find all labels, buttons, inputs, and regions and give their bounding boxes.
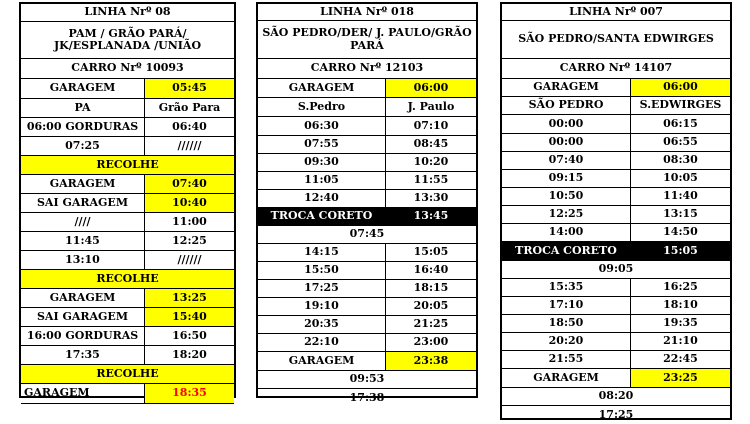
schedule-cell: 07:55	[304, 137, 339, 151]
schedule-cell: 12:25	[548, 207, 584, 221]
schedule-cell: 00:00	[548, 116, 584, 130]
schedule-cell: 15:35	[548, 280, 584, 294]
schedule-cell: 21:55	[548, 352, 584, 366]
schedule-cell: ////	[74, 214, 91, 228]
schedule-full-row: 17:25	[598, 407, 634, 421]
schedule-cell: 11:40	[630, 188, 730, 205]
schedule-cell: 06:30	[304, 118, 339, 132]
schedule-cell: 12:40	[304, 191, 339, 205]
table-row	[502, 369, 730, 388]
schedule-cell: GARAGEM	[49, 81, 116, 95]
schedule-cell: 07:25	[65, 138, 100, 152]
schedule-time-highlight: 18:35	[144, 384, 234, 403]
schedule-cell: 19:10	[304, 299, 339, 313]
table-row	[21, 194, 234, 213]
schedule-cell: 13:30	[385, 190, 476, 207]
schedule-cell: 22:45	[630, 351, 730, 368]
schedule-cell: 11:55	[385, 172, 476, 189]
table-row	[258, 298, 476, 316]
schedule-cell: 20:35	[304, 317, 339, 331]
table-row	[502, 242, 730, 261]
schedule-sheet-linha-08	[19, 2, 236, 398]
route-title: SÃO PEDRO/DER/ J. PAULO/GRÃO PARÁ	[262, 26, 472, 52]
table-row	[502, 279, 730, 297]
schedule-time-highlight: 07:40	[144, 175, 234, 193]
schedule-cell: 06:55	[630, 134, 730, 151]
schedule-cell: 09:15	[548, 171, 584, 185]
schedule-time-highlight: 10:40	[144, 194, 234, 212]
table-row	[258, 334, 476, 352]
schedule-cell: 19:35	[630, 315, 730, 332]
table-row	[502, 206, 730, 224]
schedule-time-highlight: 05:45	[144, 79, 234, 98]
table-row	[258, 371, 476, 389]
schedule-sheet-linha-007	[500, 2, 732, 420]
table-row	[258, 316, 476, 334]
table-row	[21, 346, 234, 365]
table-row	[21, 79, 234, 99]
schedule-cell: 23:00	[385, 334, 476, 351]
table-row	[21, 365, 234, 384]
route-title: SÃO PEDRO/SANTA EDWIRGES	[518, 32, 714, 46]
table-row	[502, 97, 730, 115]
route-title: PAM / GRÃO PARÁ/ JK/ESPLANADA /UNIÃO	[53, 26, 202, 52]
schedule-cell: 06:00 GORDURAS	[26, 119, 139, 133]
table-row	[21, 308, 234, 327]
schedule-cell: SAI GARAGEM	[36, 309, 128, 323]
schedule-full-row: 07:45	[349, 227, 385, 241]
schedule-cell: 18:50	[548, 316, 584, 330]
table-row	[502, 315, 730, 333]
schedule-cell: 06:15	[630, 115, 730, 133]
schedule-cell: 17:25	[304, 281, 339, 295]
schedule-cell: 14:00	[548, 225, 584, 239]
table-row	[258, 190, 476, 208]
schedule-cell: GARAGEM	[288, 353, 355, 367]
schedule-time-highlight: 06:00	[385, 79, 476, 97]
car-number: CARRO Nrº 14107	[559, 61, 673, 75]
table-row	[21, 289, 234, 308]
schedule-cell: GARAGEM	[49, 290, 116, 304]
table-row	[21, 327, 234, 346]
column-header: PA	[74, 100, 91, 114]
table-row	[502, 134, 730, 152]
recolhe-banner: RECOLHE	[21, 365, 234, 383]
schedule-cell: 21:25	[385, 316, 476, 333]
table-row	[502, 224, 730, 242]
table-row	[258, 79, 476, 98]
troca-coreto-label: TROCA CORETO	[258, 208, 385, 225]
schedule-cell: 11:05	[304, 173, 339, 187]
schedule-cell: GARAGEM	[49, 176, 116, 190]
car-number: CARRO Nrº 12103	[310, 61, 424, 75]
schedule-time-highlight: 23:38	[385, 352, 476, 370]
table-row	[258, 136, 476, 154]
table-row	[502, 170, 730, 188]
schedule-cell: 18:10	[630, 297, 730, 314]
schedule-time-highlight: 23:25	[630, 369, 730, 387]
schedule-cell: 14:15	[304, 245, 339, 259]
table-row	[21, 232, 234, 251]
schedule-full-row: 09:53	[349, 372, 385, 386]
table-row	[502, 406, 730, 424]
table-row	[21, 175, 234, 194]
table-row	[502, 152, 730, 170]
table-row	[21, 137, 234, 156]
schedule-cell: 15:05	[385, 244, 476, 261]
schedule-sheet-linha-018	[256, 2, 478, 404]
schedule-cell: 10:05	[630, 170, 730, 187]
table-row	[258, 389, 476, 407]
table-row	[21, 270, 234, 289]
schedule-cell: SAI GARAGEM	[36, 195, 128, 209]
troca-coreto-time: 13:45	[385, 208, 476, 225]
schedule-cell: 09:30	[304, 155, 339, 169]
schedule-cell: //////	[144, 137, 234, 155]
schedule-cell: GARAGEM	[533, 370, 599, 384]
table-row	[21, 251, 234, 270]
schedule-full-row: 08:20	[598, 389, 634, 403]
table-row	[258, 172, 476, 190]
schedule-cell: 16:00 GORDURAS	[26, 328, 139, 342]
table-row	[258, 154, 476, 172]
table-row	[21, 99, 234, 118]
column-header: J. Paulo	[385, 98, 476, 116]
column-header: SÃO PEDRO	[528, 98, 604, 112]
schedule-cell: 20:05	[385, 298, 476, 315]
table-row	[258, 244, 476, 262]
recolhe-banner: RECOLHE	[21, 270, 234, 288]
schedule-full-row: 09:05	[598, 262, 634, 276]
troca-coreto-time: 15:05	[630, 242, 730, 260]
table-row	[21, 384, 234, 404]
table-row	[21, 213, 234, 232]
schedule-cell: GARAGEM	[288, 80, 355, 94]
schedule-cell: 11:00	[144, 213, 234, 231]
column-header: S.EDWIRGES	[630, 97, 730, 114]
schedule-cell: 12:25	[144, 232, 234, 250]
table-row	[258, 280, 476, 298]
table-row	[502, 188, 730, 206]
schedule-cell: 22:10	[304, 335, 339, 349]
table-row	[258, 352, 476, 371]
schedule-cell: 07:40	[548, 153, 584, 167]
table-row	[502, 115, 730, 134]
table-row	[258, 208, 476, 226]
schedule-time-highlight: 06:00	[630, 79, 730, 96]
table-row	[502, 333, 730, 351]
column-header: Grão Para	[144, 99, 234, 117]
schedule-cell: 18:20	[144, 346, 234, 364]
schedule-cell: //////	[144, 251, 234, 269]
schedule-cell: GARAGEM	[24, 386, 90, 400]
car-number: CARRO Nrº 10093	[71, 61, 184, 75]
table-row	[21, 156, 234, 175]
recolhe-banner: RECOLHE	[21, 156, 234, 174]
schedule-cell: 13:15	[630, 206, 730, 223]
schedule-cell: 06:40	[144, 118, 234, 136]
schedule-cell: 17:35	[65, 347, 100, 361]
schedule-cell: 07:10	[385, 117, 476, 135]
table-row	[502, 351, 730, 369]
table-row	[258, 226, 476, 244]
schedule-cell: 21:10	[630, 333, 730, 350]
schedule-cell: 16:50	[144, 327, 234, 345]
schedule-cell: 18:15	[385, 280, 476, 297]
schedule-cell: 10:50	[548, 189, 584, 203]
schedule-full-row: 17:38	[349, 390, 385, 404]
schedule-cell: GARAGEM	[533, 80, 599, 94]
column-header: S.Pedro	[297, 99, 346, 113]
schedule-cell: 14:50	[630, 224, 730, 241]
schedule-cell: 00:00	[548, 135, 584, 149]
table-row	[502, 261, 730, 279]
schedule-cell: 10:20	[385, 154, 476, 171]
schedule-time-highlight: 15:40	[144, 308, 234, 326]
schedule-cell: 20:20	[548, 334, 584, 348]
schedule-cell: 11:45	[65, 233, 100, 247]
schedule-cell: 16:40	[385, 262, 476, 279]
line-number-title: LINHA Nrº 007	[569, 4, 663, 18]
table-row	[258, 262, 476, 280]
troca-coreto-label: TROCA CORETO	[502, 242, 630, 260]
line-number-title: LINHA Nrº 018	[320, 4, 414, 18]
schedule-cell: 08:30	[630, 152, 730, 169]
table-row	[21, 118, 234, 137]
table-row	[502, 388, 730, 406]
table-row	[258, 117, 476, 136]
line-number-title: LINHA Nrº 08	[84, 5, 171, 19]
table-row	[502, 79, 730, 97]
schedule-cell: 15:50	[304, 263, 339, 277]
schedule-time-highlight: 13:25	[144, 289, 234, 307]
table-row	[502, 297, 730, 315]
schedule-cell: 16:25	[630, 279, 730, 296]
schedule-cell: 08:45	[385, 136, 476, 153]
schedule-cell: 17:10	[548, 298, 584, 312]
schedule-cell: 13:10	[65, 252, 100, 266]
table-row	[258, 98, 476, 117]
